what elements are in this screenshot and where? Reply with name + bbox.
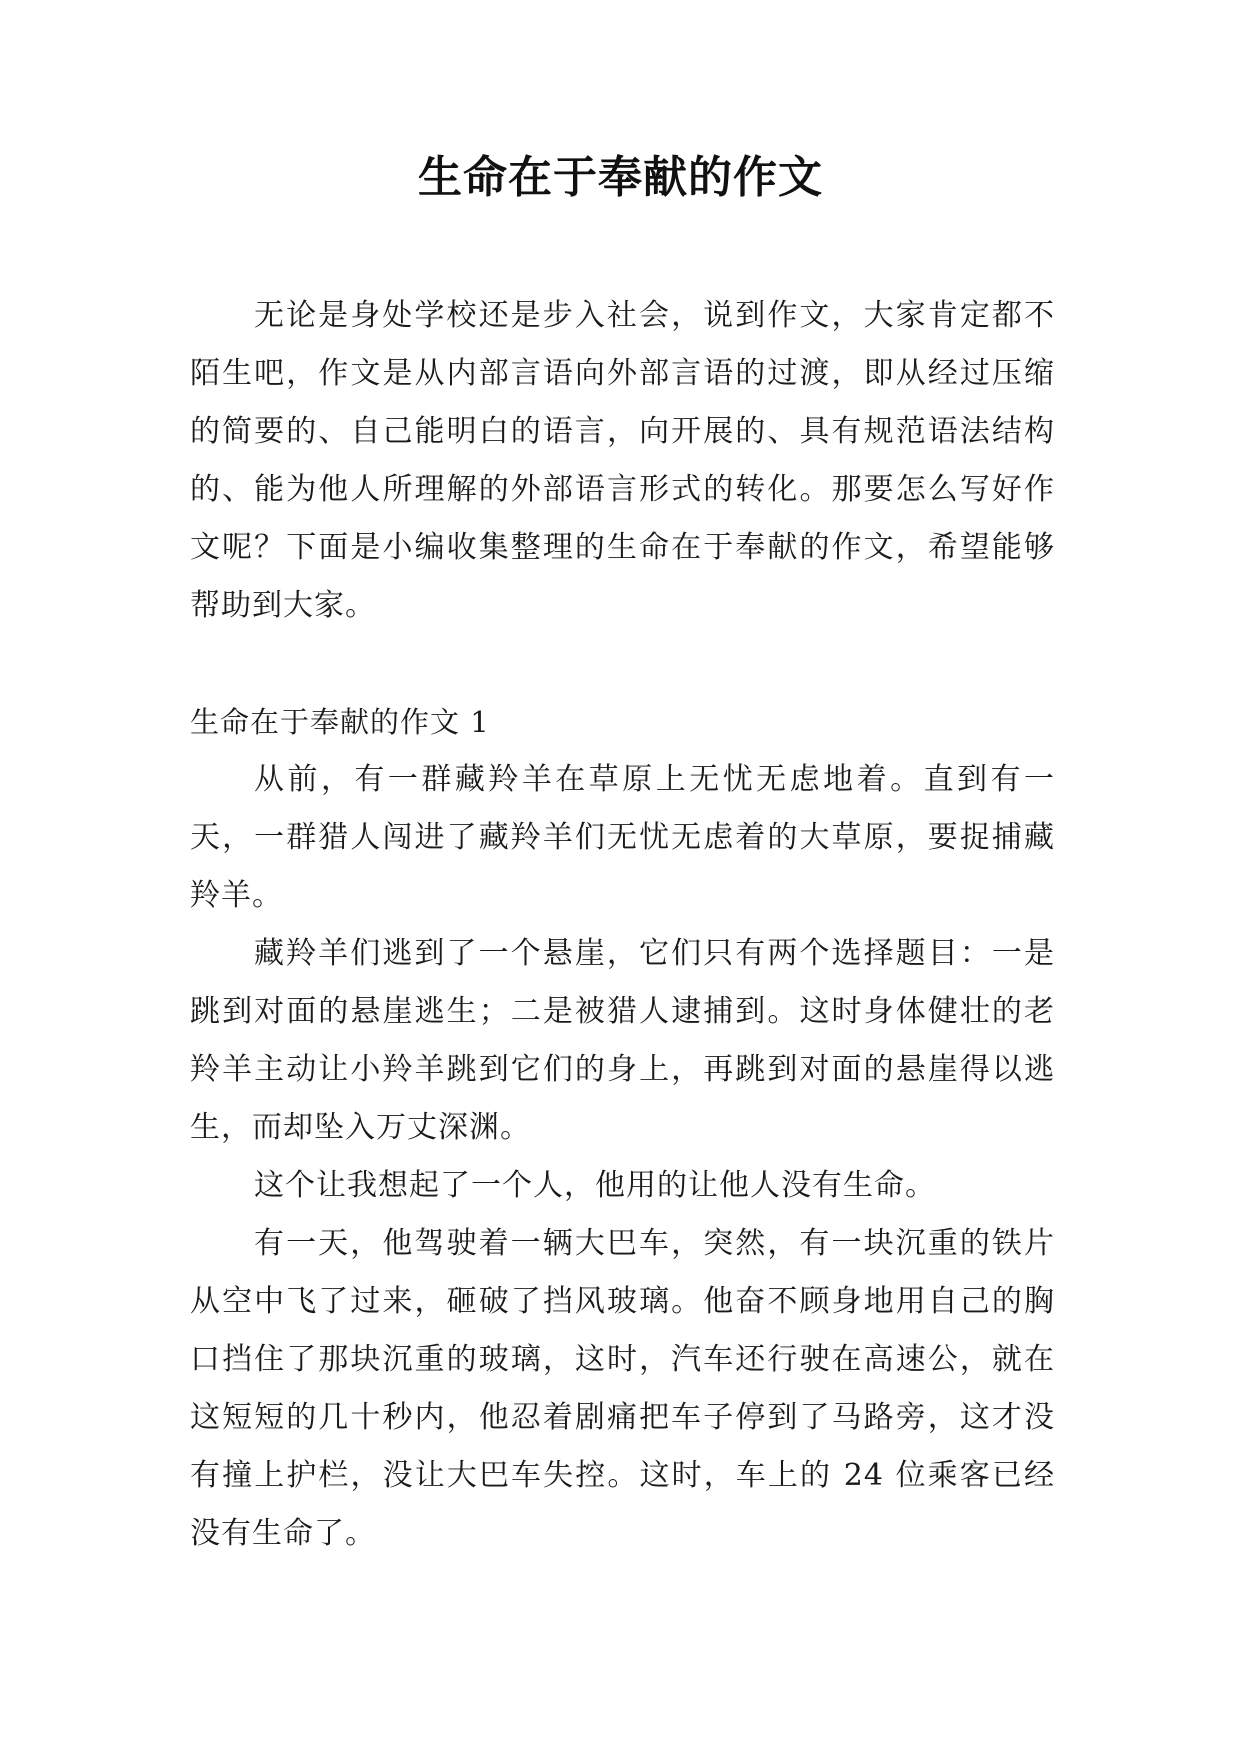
paragraph-spacer <box>190 635 1055 693</box>
body-paragraph-3: 这个让我想起了一个人，他用的让他人没有生命。 <box>254 1168 936 1203</box>
body-paragraph-4: 有一天，他驾驶着一辆大巴车，突然，有一块沉重的铁片从空中飞了过来，砸破了挡风玻璃。他奋不顾身地用自己的胸口挡住了那块沉重的玻璃，这时，汽车还行驶在高速公，就在这短短的几十秒内，他忍着剧痛把车子停到了马路旁，这才没有撞上护栏，没让大巴车失控。这时，车上的 24 位乘客已经没有生命了。 <box>190 1226 1055 1551</box>
body-paragraph-1: 从前，有一群藏羚羊在草原上无忧无虑地着。直到有一天，一群猎人闯进了藏羚羊们无忧无虑着的大草原，要捉捕藏羚羊。 <box>190 762 1055 913</box>
document-title: 生命在于奉献的作文 <box>418 152 823 203</box>
document-body <box>190 287 1055 1563</box>
body-paragraph-2: 藏羚羊们逃到了一个悬崖，它们只有两个选择题目：一是跳到对面的悬崖逃生；二是被猎人逮捕到。这时身体健壮的老羚羊主动让小羚羊跳到它们的身上，再跳到对面的悬崖得以逃生，而却坠入万丈深渊。 <box>190 936 1055 1145</box>
intro-paragraph: 无论是身处学校还是步入社会，说到作文，大家肯定都不陌生吧，作文是从内部言语向外部言语的过渡，即从经过压缩的简要的、自己能明白的语言，向开展的、具有规范语法结构的、能为他人所理解的外部语言形式的转化。那要怎么写好作文呢？下面是小编收集整理的生命在于奉献的作文，希望能够帮助到大家。 <box>190 298 1055 623</box>
section-heading: 生命在于奉献的作文 1 <box>190 705 490 739</box>
